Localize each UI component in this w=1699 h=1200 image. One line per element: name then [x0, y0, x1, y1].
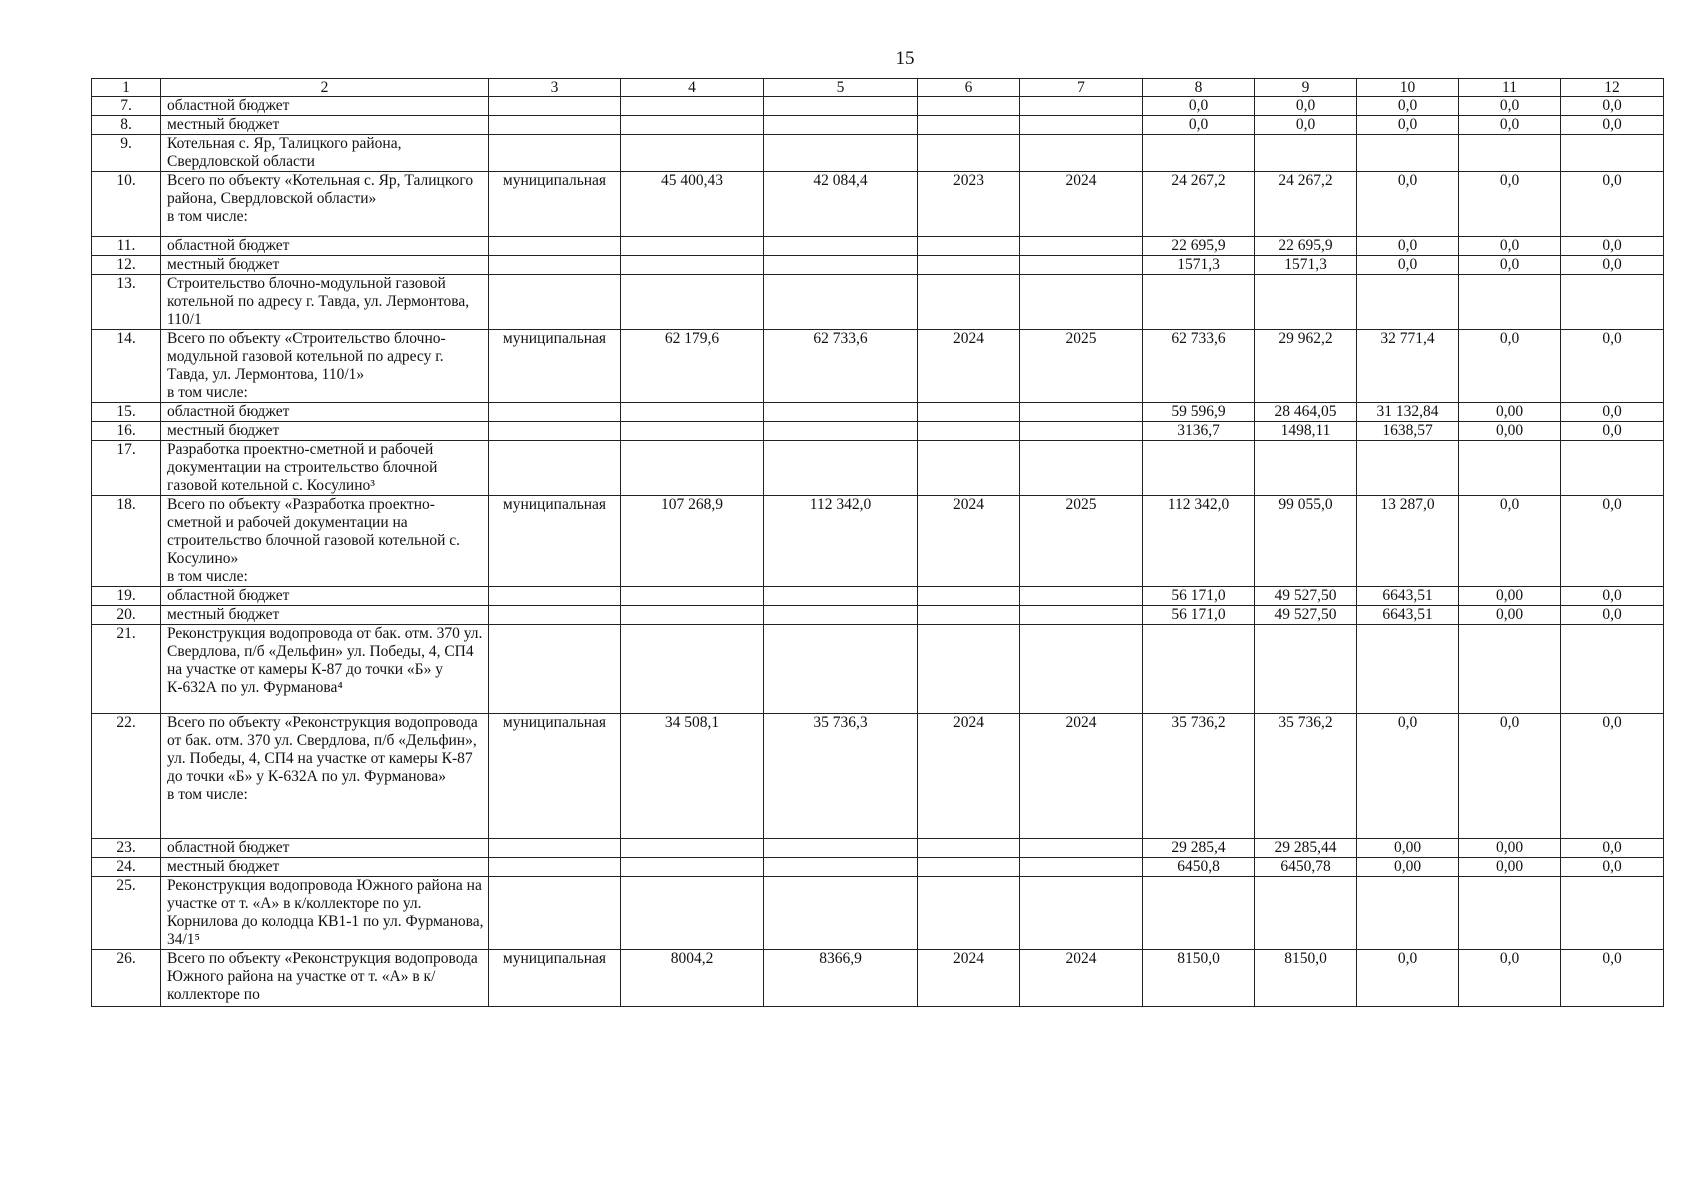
- value-cell-12: 0,0: [1561, 606, 1664, 625]
- value-cell-7: [1020, 858, 1143, 877]
- value-cell-12: 0,0: [1561, 237, 1664, 256]
- value-cell-5: [764, 275, 918, 330]
- row-name: местный бюджет: [161, 116, 489, 135]
- value-cell-8: 29 285,4: [1143, 839, 1255, 858]
- value-cell-6: 2024: [918, 950, 1020, 1007]
- value-cell-5: [764, 237, 918, 256]
- value-cell-11: [1459, 625, 1561, 714]
- value-cell-4: [621, 237, 764, 256]
- value-cell-9: 1498,11: [1255, 422, 1357, 441]
- value-cell-9: 35 736,2: [1255, 714, 1357, 839]
- value-cell-8: [1143, 275, 1255, 330]
- column-header: 8: [1143, 79, 1255, 97]
- value-cell-10: 13 287,0: [1357, 496, 1459, 587]
- value-cell-6: [918, 422, 1020, 441]
- ownership-type: [489, 606, 621, 625]
- table-row: [92, 135, 1664, 172]
- value-cell-8: 24 267,2: [1143, 172, 1255, 237]
- header-row: [92, 79, 1664, 97]
- value-cell-10: 0,0: [1357, 172, 1459, 237]
- row-name: местный бюджет: [161, 606, 489, 625]
- value-cell-12: 0,0: [1561, 116, 1664, 135]
- value-cell-12: 0,0: [1561, 839, 1664, 858]
- row-number: 17.: [92, 441, 161, 496]
- column-header: 9: [1255, 79, 1357, 97]
- row-name: Всего по объекту «Реконструкция водопровода от бак. отм. 370 ул. Свердлова, п/б «Дельфин», ул. Победы, 4, СП4 на участке от камеры К-87 до точки «Б» у К-632А по ул. Фурманова» в том числе:: [161, 714, 489, 839]
- row-name: местный бюджет: [161, 858, 489, 877]
- ownership-type: муниципальная: [489, 714, 621, 839]
- table-row: [92, 116, 1664, 135]
- value-cell-5: 112 342,0: [764, 496, 918, 587]
- row-name: Всего по объекту «Строительство блочно-модульной газовой котельной по адресу г. Тавда, ул. Лермонтова, 110/1» в том числе:: [161, 330, 489, 403]
- value-cell-4: 107 268,9: [621, 496, 764, 587]
- value-cell-5: [764, 877, 918, 950]
- value-cell-9: [1255, 135, 1357, 172]
- row-number: 15.: [92, 403, 161, 422]
- value-cell-4: [621, 275, 764, 330]
- table-row: [92, 877, 1664, 950]
- value-cell-7: [1020, 587, 1143, 606]
- table-row: [92, 625, 1664, 714]
- value-cell-7: [1020, 877, 1143, 950]
- table-row: [92, 496, 1664, 587]
- row-name: Всего по объекту «Реконструкция водопровода Южного района на участке от т. «А» в к/коллекторе по: [161, 950, 489, 1007]
- row-number: 18.: [92, 496, 161, 587]
- value-cell-8: 112 342,0: [1143, 496, 1255, 587]
- value-cell-6: [918, 256, 1020, 275]
- value-cell-4: 34 508,1: [621, 714, 764, 839]
- value-cell-7: 2025: [1020, 330, 1143, 403]
- value-cell-4: [621, 877, 764, 950]
- ownership-type: [489, 422, 621, 441]
- row-number: 22.: [92, 714, 161, 839]
- row-number: 19.: [92, 587, 161, 606]
- row-name: областной бюджет: [161, 403, 489, 422]
- value-cell-6: 2024: [918, 496, 1020, 587]
- column-header: 6: [918, 79, 1020, 97]
- table-row: [92, 172, 1664, 237]
- value-cell-4: [621, 606, 764, 625]
- value-cell-8: 3136,7: [1143, 422, 1255, 441]
- ownership-type: [489, 97, 621, 116]
- column-header: 3: [489, 79, 621, 97]
- value-cell-11: 0,00: [1459, 587, 1561, 606]
- value-cell-11: [1459, 275, 1561, 330]
- value-cell-10: 0,0: [1357, 950, 1459, 1007]
- row-name: Котельная с. Яр, Талицкого района, Свердловской области: [161, 135, 489, 172]
- table-row: [92, 237, 1664, 256]
- value-cell-4: [621, 625, 764, 714]
- value-cell-9: 22 695,9: [1255, 237, 1357, 256]
- table-row: [92, 97, 1664, 116]
- value-cell-9: [1255, 625, 1357, 714]
- value-cell-10: 0,0: [1357, 256, 1459, 275]
- value-cell-10: 0,0: [1357, 97, 1459, 116]
- value-cell-6: [918, 625, 1020, 714]
- row-number: 12.: [92, 256, 161, 275]
- value-cell-9: 49 527,50: [1255, 606, 1357, 625]
- ownership-type: муниципальная: [489, 172, 621, 237]
- value-cell-10: 0,0: [1357, 714, 1459, 839]
- value-cell-9: [1255, 275, 1357, 330]
- value-cell-4: [621, 858, 764, 877]
- ownership-type: [489, 237, 621, 256]
- value-cell-11: 0,0: [1459, 172, 1561, 237]
- value-cell-12: 0,0: [1561, 256, 1664, 275]
- column-header: 1: [92, 79, 161, 97]
- value-cell-10: 0,0: [1357, 116, 1459, 135]
- ownership-type: [489, 877, 621, 950]
- value-cell-8: 56 171,0: [1143, 606, 1255, 625]
- table-row: [92, 422, 1664, 441]
- row-number: 13.: [92, 275, 161, 330]
- table-row: [92, 858, 1664, 877]
- value-cell-11: 0,00: [1459, 606, 1561, 625]
- row-number: 20.: [92, 606, 161, 625]
- value-cell-9: 99 055,0: [1255, 496, 1357, 587]
- value-cell-9: 29 285,44: [1255, 839, 1357, 858]
- value-cell-10: 6643,51: [1357, 606, 1459, 625]
- value-cell-7: [1020, 441, 1143, 496]
- row-number: 14.: [92, 330, 161, 403]
- value-cell-12: [1561, 877, 1664, 950]
- value-cell-11: 0,0: [1459, 256, 1561, 275]
- value-cell-12: 0,0: [1561, 422, 1664, 441]
- row-name: областной бюджет: [161, 237, 489, 256]
- value-cell-6: 2023: [918, 172, 1020, 237]
- value-cell-9: 29 962,2: [1255, 330, 1357, 403]
- table-body: [92, 79, 1664, 1007]
- value-cell-12: 0,0: [1561, 172, 1664, 237]
- value-cell-9: 0,0: [1255, 97, 1357, 116]
- value-cell-8: 59 596,9: [1143, 403, 1255, 422]
- table-row: [92, 403, 1664, 422]
- ownership-type: [489, 441, 621, 496]
- ownership-type: [489, 135, 621, 172]
- value-cell-12: [1561, 275, 1664, 330]
- value-cell-7: [1020, 256, 1143, 275]
- value-cell-9: [1255, 877, 1357, 950]
- value-cell-6: [918, 441, 1020, 496]
- row-number: 24.: [92, 858, 161, 877]
- value-cell-5: 62 733,6: [764, 330, 918, 403]
- value-cell-8: [1143, 625, 1255, 714]
- value-cell-5: [764, 606, 918, 625]
- value-cell-5: [764, 116, 918, 135]
- table-row: [92, 330, 1664, 403]
- budget-table-container: [91, 78, 1664, 1007]
- value-cell-8: 1571,3: [1143, 256, 1255, 275]
- value-cell-4: [621, 256, 764, 275]
- value-cell-12: [1561, 625, 1664, 714]
- row-number: 26.: [92, 950, 161, 1007]
- value-cell-7: 2024: [1020, 172, 1143, 237]
- column-header: 5: [764, 79, 918, 97]
- ownership-type: муниципальная: [489, 496, 621, 587]
- value-cell-6: 2024: [918, 714, 1020, 839]
- value-cell-11: 0,00: [1459, 422, 1561, 441]
- ownership-type: [489, 403, 621, 422]
- value-cell-12: 0,0: [1561, 330, 1664, 403]
- value-cell-7: 2025: [1020, 496, 1143, 587]
- value-cell-8: 0,0: [1143, 97, 1255, 116]
- value-cell-5: [764, 97, 918, 116]
- value-cell-8: 62 733,6: [1143, 330, 1255, 403]
- value-cell-10: 1638,57: [1357, 422, 1459, 441]
- value-cell-7: [1020, 116, 1143, 135]
- row-number: 21.: [92, 625, 161, 714]
- value-cell-10: 0,0: [1357, 237, 1459, 256]
- value-cell-6: [918, 135, 1020, 172]
- value-cell-7: [1020, 606, 1143, 625]
- value-cell-11: 0,0: [1459, 237, 1561, 256]
- table-row: [92, 839, 1664, 858]
- row-number: 16.: [92, 422, 161, 441]
- value-cell-5: [764, 625, 918, 714]
- value-cell-4: [621, 587, 764, 606]
- value-cell-5: [764, 858, 918, 877]
- value-cell-5: [764, 422, 918, 441]
- value-cell-12: 0,0: [1561, 587, 1664, 606]
- value-cell-8: 56 171,0: [1143, 587, 1255, 606]
- value-cell-6: [918, 237, 1020, 256]
- column-header: 12: [1561, 79, 1664, 97]
- value-cell-10: [1357, 135, 1459, 172]
- table-row: [92, 587, 1664, 606]
- column-header: 7: [1020, 79, 1143, 97]
- ownership-type: [489, 839, 621, 858]
- value-cell-10: [1357, 275, 1459, 330]
- value-cell-10: [1357, 625, 1459, 714]
- value-cell-7: 2024: [1020, 714, 1143, 839]
- row-name: областной бюджет: [161, 97, 489, 116]
- value-cell-12: [1561, 135, 1664, 172]
- value-cell-7: [1020, 97, 1143, 116]
- row-number: 23.: [92, 839, 161, 858]
- value-cell-5: [764, 441, 918, 496]
- value-cell-6: [918, 403, 1020, 422]
- value-cell-11: 0,00: [1459, 403, 1561, 422]
- value-cell-9: 1571,3: [1255, 256, 1357, 275]
- value-cell-8: [1143, 441, 1255, 496]
- column-header: 11: [1459, 79, 1561, 97]
- value-cell-8: [1143, 877, 1255, 950]
- value-cell-12: 0,0: [1561, 496, 1664, 587]
- value-cell-9: [1255, 441, 1357, 496]
- value-cell-11: 0,0: [1459, 496, 1561, 587]
- value-cell-4: [621, 422, 764, 441]
- value-cell-11: 0,0: [1459, 950, 1561, 1007]
- value-cell-5: [764, 256, 918, 275]
- value-cell-10: [1357, 441, 1459, 496]
- column-header: 2: [161, 79, 489, 97]
- value-cell-11: [1459, 135, 1561, 172]
- value-cell-5: [764, 839, 918, 858]
- value-cell-9: 28 464,05: [1255, 403, 1357, 422]
- value-cell-7: [1020, 237, 1143, 256]
- value-cell-12: 0,0: [1561, 714, 1664, 839]
- value-cell-6: [918, 587, 1020, 606]
- value-cell-11: [1459, 441, 1561, 496]
- value-cell-5: 42 084,4: [764, 172, 918, 237]
- value-cell-10: 31 132,84: [1357, 403, 1459, 422]
- value-cell-7: [1020, 135, 1143, 172]
- value-cell-11: 0,0: [1459, 116, 1561, 135]
- row-number: 8.: [92, 116, 161, 135]
- ownership-type: [489, 256, 621, 275]
- table-row: [92, 441, 1664, 496]
- value-cell-6: [918, 275, 1020, 330]
- value-cell-11: 0,00: [1459, 858, 1561, 877]
- budget-table: [91, 78, 1664, 1007]
- value-cell-10: 0,00: [1357, 839, 1459, 858]
- table-row: [92, 950, 1664, 1007]
- table-row: [92, 606, 1664, 625]
- value-cell-11: 0,0: [1459, 330, 1561, 403]
- value-cell-12: 0,0: [1561, 97, 1664, 116]
- value-cell-9: 6450,78: [1255, 858, 1357, 877]
- value-cell-11: 0,0: [1459, 97, 1561, 116]
- value-cell-8: [1143, 135, 1255, 172]
- ownership-type: [489, 587, 621, 606]
- value-cell-4: [621, 116, 764, 135]
- value-cell-5: [764, 135, 918, 172]
- table-row: [92, 275, 1664, 330]
- value-cell-4: [621, 135, 764, 172]
- row-name: Реконструкция водопровода Южного района на участке от т. «А» в к/коллекторе по ул. Корнилова до колодца КВ1-1 по ул. Фурманова, 34/1⁵: [161, 877, 489, 950]
- value-cell-4: [621, 403, 764, 422]
- table-row: [92, 714, 1664, 839]
- value-cell-6: [918, 839, 1020, 858]
- value-cell-8: 35 736,2: [1143, 714, 1255, 839]
- row-name: областной бюджет: [161, 839, 489, 858]
- value-cell-10: 32 771,4: [1357, 330, 1459, 403]
- value-cell-9: 49 527,50: [1255, 587, 1357, 606]
- ownership-type: [489, 275, 621, 330]
- table-row: [92, 256, 1664, 275]
- value-cell-5: 35 736,3: [764, 714, 918, 839]
- ownership-type: муниципальная: [489, 950, 621, 1007]
- value-cell-9: 0,0: [1255, 116, 1357, 135]
- value-cell-9: 8150,0: [1255, 950, 1357, 1007]
- value-cell-12: [1561, 441, 1664, 496]
- row-name: Строительство блочно-модульной газовой котельной по адресу г. Тавда, ул. Лермонтова, 110/1: [161, 275, 489, 330]
- value-cell-8: 22 695,9: [1143, 237, 1255, 256]
- row-number: 10.: [92, 172, 161, 237]
- value-cell-5: [764, 403, 918, 422]
- value-cell-6: [918, 877, 1020, 950]
- value-cell-12: 0,0: [1561, 858, 1664, 877]
- ownership-type: [489, 116, 621, 135]
- value-cell-7: 2024: [1020, 950, 1143, 1007]
- row-number: 9.: [92, 135, 161, 172]
- row-name: Всего по объекту «Разработка проектно-сметной и рабочей документации на строительство блочной газовой котельной с. Косулино» в том числе:: [161, 496, 489, 587]
- value-cell-6: [918, 116, 1020, 135]
- value-cell-4: [621, 441, 764, 496]
- value-cell-5: 8366,9: [764, 950, 918, 1007]
- row-name: областной бюджет: [161, 587, 489, 606]
- value-cell-4: [621, 839, 764, 858]
- value-cell-7: [1020, 403, 1143, 422]
- value-cell-10: 0,00: [1357, 858, 1459, 877]
- value-cell-10: 6643,51: [1357, 587, 1459, 606]
- value-cell-5: [764, 587, 918, 606]
- value-cell-6: [918, 858, 1020, 877]
- value-cell-7: [1020, 839, 1143, 858]
- ownership-type: [489, 625, 621, 714]
- value-cell-10: [1357, 877, 1459, 950]
- value-cell-11: 0,00: [1459, 839, 1561, 858]
- row-name: местный бюджет: [161, 422, 489, 441]
- column-header: 10: [1357, 79, 1459, 97]
- value-cell-4: 8004,2: [621, 950, 764, 1007]
- row-name: Всего по объекту «Котельная с. Яр, Талицкого района, Свердловской области» в том числе:: [161, 172, 489, 237]
- value-cell-7: [1020, 625, 1143, 714]
- value-cell-11: 0,0: [1459, 714, 1561, 839]
- value-cell-9: 24 267,2: [1255, 172, 1357, 237]
- value-cell-12: 0,0: [1561, 950, 1664, 1007]
- row-name: Реконструкция водопровода от бак. отм. 370 ул. Свердлова, п/б «Дельфин» ул. Победы, 4, СП4 на участке от камеры К-87 до точки «Б» у К-632А по ул. Фурманова⁴: [161, 625, 489, 714]
- value-cell-6: [918, 606, 1020, 625]
- ownership-type: муниципальная: [489, 330, 621, 403]
- row-number: 25.: [92, 877, 161, 950]
- value-cell-6: [918, 97, 1020, 116]
- column-header: 4: [621, 79, 764, 97]
- value-cell-4: 45 400,43: [621, 172, 764, 237]
- value-cell-6: 2024: [918, 330, 1020, 403]
- value-cell-8: 0,0: [1143, 116, 1255, 135]
- row-number: 11.: [92, 237, 161, 256]
- page-number: 15: [895, 48, 915, 69]
- value-cell-11: [1459, 877, 1561, 950]
- value-cell-4: 62 179,6: [621, 330, 764, 403]
- row-name: местный бюджет: [161, 256, 489, 275]
- row-name: Разработка проектно-сметной и рабочей документации на строительство блочной газовой котельной с. Косулино³: [161, 441, 489, 496]
- value-cell-7: [1020, 422, 1143, 441]
- row-number: 7.: [92, 97, 161, 116]
- value-cell-7: [1020, 275, 1143, 330]
- value-cell-8: 6450,8: [1143, 858, 1255, 877]
- value-cell-4: [621, 97, 764, 116]
- ownership-type: [489, 858, 621, 877]
- value-cell-8: 8150,0: [1143, 950, 1255, 1007]
- value-cell-12: 0,0: [1561, 403, 1664, 422]
